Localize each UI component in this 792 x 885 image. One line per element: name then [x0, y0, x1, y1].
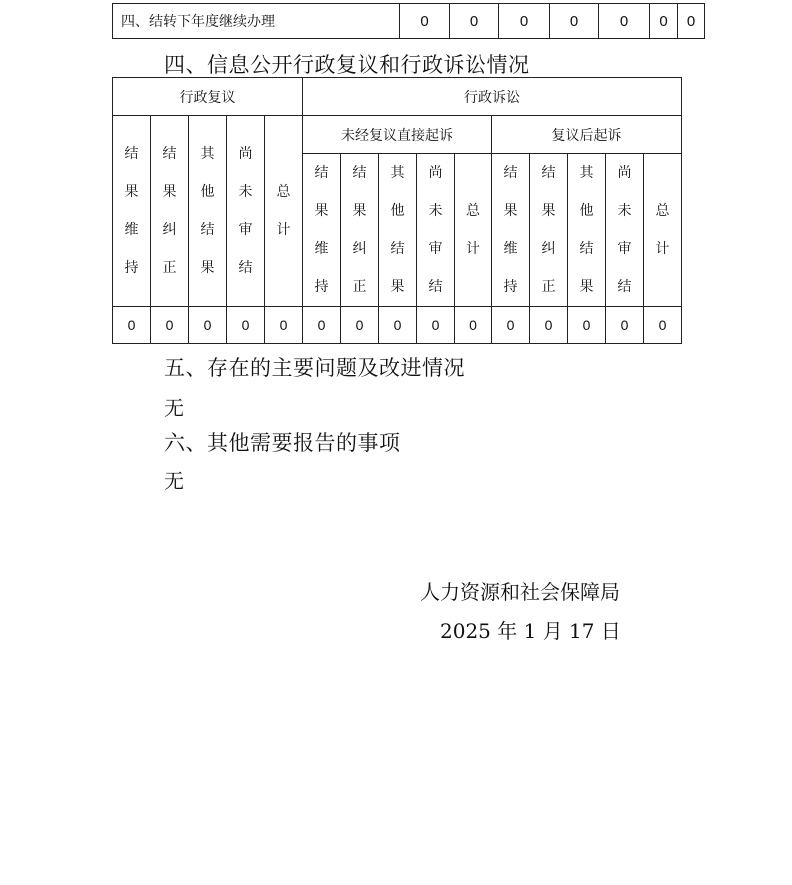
direct-col-label: [303, 154, 340, 306]
header-review: 行政复议: [113, 78, 303, 116]
cell-value: 0: [678, 4, 705, 39]
header-char: 结: [238, 260, 253, 276]
header-char: 纠: [162, 222, 177, 238]
header-char: 纠: [541, 241, 556, 257]
section-heading-6: 六、其他需要报告的事项: [164, 431, 401, 455]
header-char: 结: [162, 146, 177, 162]
header-char: 尚: [428, 165, 443, 181]
after-col-label: [492, 154, 529, 306]
cell-value: 0: [492, 307, 530, 344]
header-char: 总: [466, 203, 480, 219]
header-char: 果: [352, 203, 367, 219]
header-char: 果: [579, 279, 594, 295]
cell-value: 0: [499, 4, 550, 39]
header-char: 果: [200, 260, 215, 276]
header-char: 持: [124, 260, 139, 276]
header-review-col: [151, 116, 189, 307]
header-char: 维: [314, 241, 329, 257]
carryover-row-table: [112, 3, 705, 39]
header-char: 果: [503, 203, 518, 219]
header-char: 正: [352, 279, 367, 295]
header-char: 他: [390, 203, 405, 219]
review-col-label: [189, 135, 226, 287]
header-after-col: [492, 154, 530, 307]
header-char: 果: [390, 279, 405, 295]
cell-value: 0: [400, 4, 450, 39]
header-review-col: [227, 116, 265, 307]
header-char: 纠: [352, 241, 367, 257]
header-direct-col: [303, 154, 341, 307]
header-char: 结: [579, 241, 594, 257]
header-char: 他: [579, 203, 594, 219]
header-char: 总: [276, 184, 291, 200]
header-char: 总: [655, 203, 670, 219]
header-char: 果: [541, 203, 556, 219]
header-char: 未: [238, 184, 253, 200]
header-char: 维: [503, 241, 518, 257]
header-after-col: [606, 154, 644, 307]
table-header-row: [113, 116, 682, 154]
header-char: 结: [428, 279, 443, 295]
header-review-col: [265, 116, 303, 307]
section-body-6: 无: [164, 469, 184, 493]
header-char: 结: [314, 165, 329, 181]
cell-value: 0: [341, 307, 379, 344]
header-char: 计: [276, 222, 291, 238]
cell-value: 0: [417, 307, 455, 344]
cell-value: 0: [599, 4, 650, 39]
review-col-label: [265, 173, 302, 249]
header-direct-col: [341, 154, 379, 307]
header-char: 未: [617, 203, 632, 219]
header-char: 结: [503, 165, 518, 181]
review-col-label: [113, 116, 150, 306]
header-direct-col: [455, 154, 492, 307]
table-row: [113, 307, 682, 344]
header-review-col: [189, 116, 227, 307]
signature-date: 2025 年 1 月 17 日: [440, 619, 621, 643]
header-char: 其: [579, 165, 594, 181]
cell-value: 0: [550, 4, 599, 39]
header-char: 审: [428, 241, 443, 257]
header-char: 正: [541, 279, 556, 295]
header-char: 尚: [617, 165, 632, 181]
header-char: 结: [541, 165, 556, 181]
header-char: 审: [238, 222, 253, 238]
row-label: 四、结转下年度继续办理: [113, 4, 400, 39]
after-col-label: [606, 154, 643, 306]
after-col-label: [530, 154, 567, 306]
header-after: 复议后起诉: [492, 116, 682, 154]
cell-value: 0: [455, 307, 492, 344]
header-direct: 未经复议直接起诉: [303, 116, 492, 154]
table-header-row: [113, 78, 682, 116]
header-char: 审: [617, 241, 632, 257]
section-heading-4: 四、信息公开行政复议和行政诉讼情况: [164, 53, 530, 77]
review-litigation-table: [112, 77, 682, 344]
header-char: 其: [200, 146, 215, 162]
cell-value: 0: [644, 307, 682, 344]
direct-col-label: [455, 192, 491, 268]
cell-value: 0: [265, 307, 303, 344]
header-char: 未: [428, 203, 443, 219]
table-row: [113, 4, 705, 39]
header-char: 结: [200, 222, 215, 238]
header-char: 维: [124, 222, 139, 238]
header-char: 结: [352, 165, 367, 181]
header-after-col: [644, 154, 682, 307]
header-char: 持: [314, 279, 329, 295]
review-col-label: [151, 135, 188, 287]
header-char: 果: [124, 184, 139, 200]
cell-value: 0: [450, 4, 499, 39]
header-char: 其: [390, 165, 405, 181]
header-char: 计: [655, 241, 670, 257]
direct-col-label: [379, 154, 416, 306]
header-char: 正: [162, 260, 177, 276]
header-char: 他: [200, 184, 215, 200]
header-review-col: [113, 116, 151, 307]
section-body-5: 无: [164, 396, 184, 420]
header-litigation: 行政诉讼: [303, 78, 682, 116]
cell-value: 0: [530, 307, 568, 344]
after-col-label: [568, 154, 605, 306]
cell-value: 0: [303, 307, 341, 344]
header-char: 果: [162, 184, 177, 200]
signature-org: 人力资源和社会保障局: [420, 580, 620, 604]
cell-value: 0: [379, 307, 417, 344]
cell-value: 0: [227, 307, 265, 344]
direct-col-label: [341, 154, 378, 306]
header-direct-col: [417, 154, 455, 307]
header-char: 尚: [238, 146, 253, 162]
header-after-col: [568, 154, 606, 307]
cell-value: 0: [113, 307, 151, 344]
section-heading-5: 五、存在的主要问题及改进情况: [164, 356, 465, 380]
header-char: 结: [124, 146, 139, 162]
cell-value: 0: [189, 307, 227, 344]
header-char: 果: [314, 203, 329, 219]
direct-col-label: [417, 154, 454, 306]
cell-value: 0: [650, 4, 678, 39]
header-after-col: [530, 154, 568, 307]
header-char: 持: [503, 279, 518, 295]
header-char: 结: [390, 241, 405, 257]
cell-value: 0: [151, 307, 189, 344]
after-col-label: [644, 192, 681, 268]
header-char: 结: [617, 279, 632, 295]
review-col-label: [227, 135, 264, 287]
header-char: 计: [466, 241, 480, 257]
cell-value: 0: [606, 307, 644, 344]
header-direct-col: [379, 154, 417, 307]
cell-value: 0: [568, 307, 606, 344]
